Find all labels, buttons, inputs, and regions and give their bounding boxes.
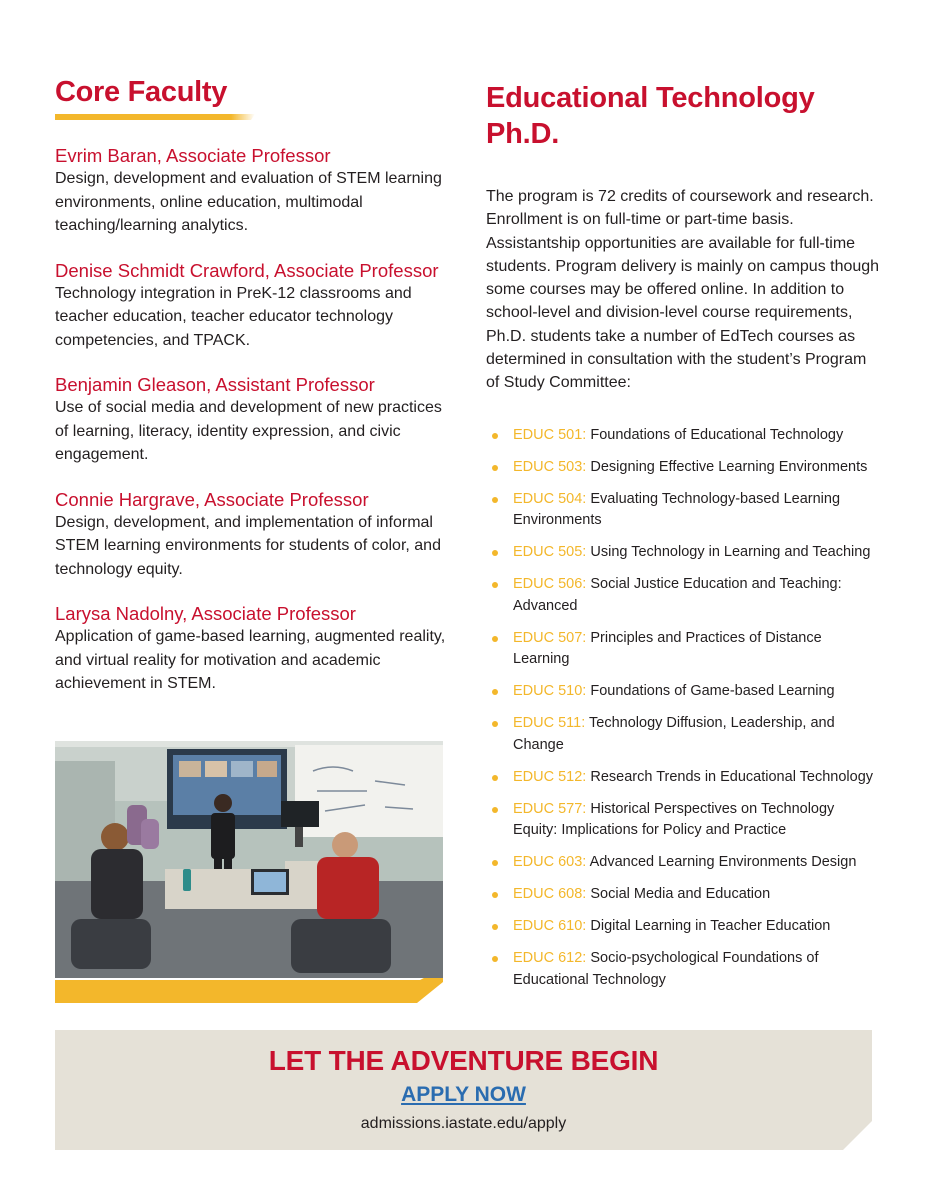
bullet-icon (492, 860, 498, 866)
course-list (486, 425, 881, 992)
course-item (486, 681, 881, 703)
apply-now-link[interactable]: APPLY NOW (401, 1083, 526, 1106)
course-item (486, 799, 881, 842)
course-item (486, 489, 881, 532)
course-code: EDUC 603: (513, 854, 587, 871)
course-code: EDUC 505: (513, 544, 587, 561)
course-code: EDUC 512: (513, 768, 587, 785)
course-title: Social Media and Education (590, 886, 771, 903)
faculty-description: Design, development, and implementation of informal STEM learning environments for students of color, and technology equity. (55, 513, 441, 578)
title-underline-accent (55, 114, 255, 120)
course-title: Technology Diffusion, Leadership, and Change (513, 715, 835, 753)
course-code: EDUC 610: (513, 918, 587, 935)
course-title: Foundations of Game-based Learning (590, 683, 835, 700)
course-code: EDUC 507: (513, 629, 587, 646)
course-item (486, 425, 881, 447)
course-item (486, 948, 881, 991)
program-section (486, 80, 881, 1002)
bullet-icon (492, 721, 498, 727)
core-faculty-title: Core Faculty (55, 76, 228, 108)
course-item (486, 628, 881, 671)
core-faculty-section (55, 74, 450, 717)
faculty-entry (55, 488, 450, 582)
classroom-photo-image (55, 741, 443, 978)
course-code: EDUC 506: (513, 576, 587, 593)
bullet-icon (492, 636, 498, 642)
bullet-icon (492, 582, 498, 588)
course-title: Principles and Practices of Distance Learning (513, 629, 822, 668)
course-code: EDUC 501: (513, 426, 587, 443)
faculty-entry (55, 144, 450, 238)
course-code: EDUC 511: (513, 715, 586, 732)
faculty-name: Denise Schmidt Crawford, Associate Professor (55, 259, 439, 281)
faculty-description: Technology integration in PreK-12 classrooms and teacher education, teacher educator technology competencies, and TPACK. (55, 284, 412, 349)
course-title: Designing Effective Learning Environments (590, 458, 868, 475)
course-title: Advanced Learning Environments Design (589, 854, 857, 871)
course-title: Foundations of Educational Technology (590, 426, 844, 443)
classroom-illustration (55, 741, 443, 978)
course-item (486, 713, 881, 756)
course-title: Using Technology in Learning and Teaching (590, 544, 871, 561)
course-title: Social Justice Education and Teaching: Advanced (513, 576, 842, 614)
course-code: EDUC 504: (513, 490, 587, 507)
photo-accent-stripe (55, 978, 443, 1003)
bullet-icon (492, 465, 498, 471)
course-item (486, 852, 881, 874)
course-title: Evaluating Technology-based Learning Environments (513, 490, 841, 529)
faculty-description: Use of social media and development of new practices of learning, literacy, identity expression, and civic engagement. (55, 399, 442, 463)
course-item (486, 457, 881, 479)
course-code: EDUC 503: (513, 458, 587, 475)
cta-heading: LET THE ADVENTURE BEGIN (268, 1045, 659, 1076)
course-title: Research Trends in Educational Technology (590, 768, 874, 785)
bullet-icon (492, 689, 498, 695)
course-item (486, 767, 881, 789)
bullet-icon (492, 550, 498, 556)
faculty-entry (55, 259, 450, 353)
bullet-icon (492, 956, 498, 962)
course-title: Historical Perspectives on Technology Equity: Implications for Policy and Practice (513, 800, 835, 839)
course-item (486, 884, 881, 906)
course-item (486, 574, 881, 617)
classroom-photo (55, 741, 443, 1003)
course-title: Digital Learning in Teacher Education (590, 918, 831, 935)
faculty-description: Application of game-based learning, augmented reality, and virtual reality for motivation and academic achievement in STEM. (55, 628, 446, 692)
course-code: EDUC 510: (513, 683, 587, 700)
cta-corner-notch (843, 1121, 872, 1150)
faculty-description: Design, development and evaluation of STEM learning environments, online education, multimodal teaching/learning analytics. (55, 170, 442, 234)
program-title: Educational Technology Ph.D. (486, 82, 815, 150)
faculty-entry (55, 602, 450, 696)
program-description: The program is 72 credits of coursework and research. Enrollment is on full-time or part-time basis. Assistantship opportunities are available for full-time students. Program delivery is mainly on campus though some courses may be offered online. In addition to school-level and division-level course requirements, Ph.D. students take a number of EdTech courses as determined in consultation with the student’s Program of Study Committee: (486, 188, 880, 392)
course-code: EDUC 608: (513, 886, 587, 903)
faculty-name: Benjamin Gleason, Assistant Professor (55, 374, 375, 395)
bullet-icon (492, 433, 498, 439)
course-item (486, 542, 881, 564)
bullet-icon (492, 892, 498, 898)
bullet-icon (492, 807, 498, 813)
faculty-name: Connie Hargrave, Associate Professor (55, 488, 369, 510)
bullet-icon (492, 924, 498, 930)
course-item (486, 916, 881, 938)
faculty-entry (55, 373, 450, 467)
faculty-name: Larysa Nadolny, Associate Professor (55, 603, 356, 624)
faculty-list (55, 144, 450, 696)
cta-banner (55, 1030, 872, 1150)
bullet-icon (492, 497, 498, 503)
course-title: Socio-psychological Foundations of Educational Technology (513, 950, 819, 988)
bullet-icon (492, 775, 498, 781)
faculty-name: Evrim Baran, Associate Professor (55, 145, 331, 166)
apply-url[interactable]: admissions.iastate.edu/apply (360, 1115, 567, 1132)
course-code: EDUC 612: (513, 950, 587, 967)
course-code: EDUC 577: (513, 800, 587, 817)
